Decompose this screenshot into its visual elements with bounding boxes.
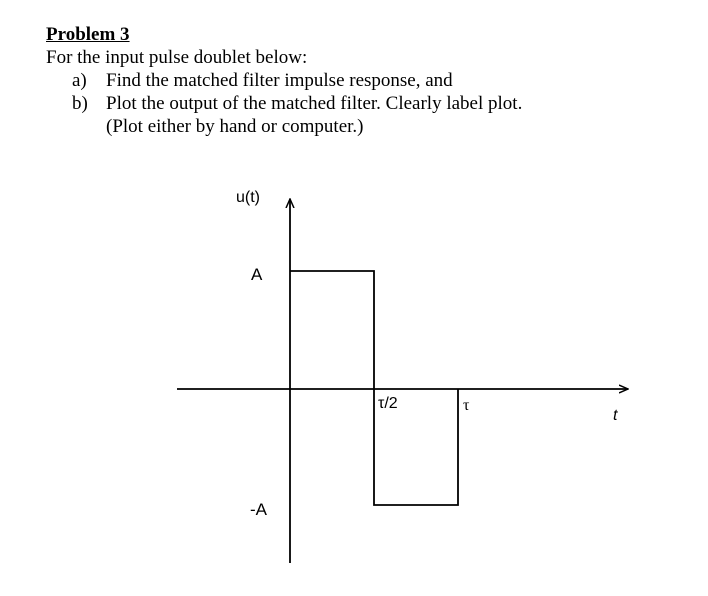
list-marker: b) — [72, 93, 88, 114]
y-tick-label-negative: -A — [250, 500, 267, 519]
y-axis-label: u(t) — [236, 189, 260, 206]
x-tick-label-half: τ/2 — [378, 395, 398, 412]
positive-pulse — [290, 271, 374, 389]
y-tick-label-positive: A — [251, 265, 263, 284]
list-item-text: Plot the output of the matched filter. Clearly label plot. — [106, 93, 523, 114]
x-axis-label: t — [613, 407, 618, 424]
plot-note: (Plot either by hand or computer.) — [106, 116, 364, 137]
list-marker: a) — [72, 70, 87, 91]
x-tick-label-full: τ — [463, 397, 470, 414]
problem-title: Problem 3 — [46, 24, 130, 45]
problem-intro: For the input pulse doublet below: — [46, 47, 308, 68]
list-item-text: Find the matched filter impulse response, and — [106, 70, 453, 91]
